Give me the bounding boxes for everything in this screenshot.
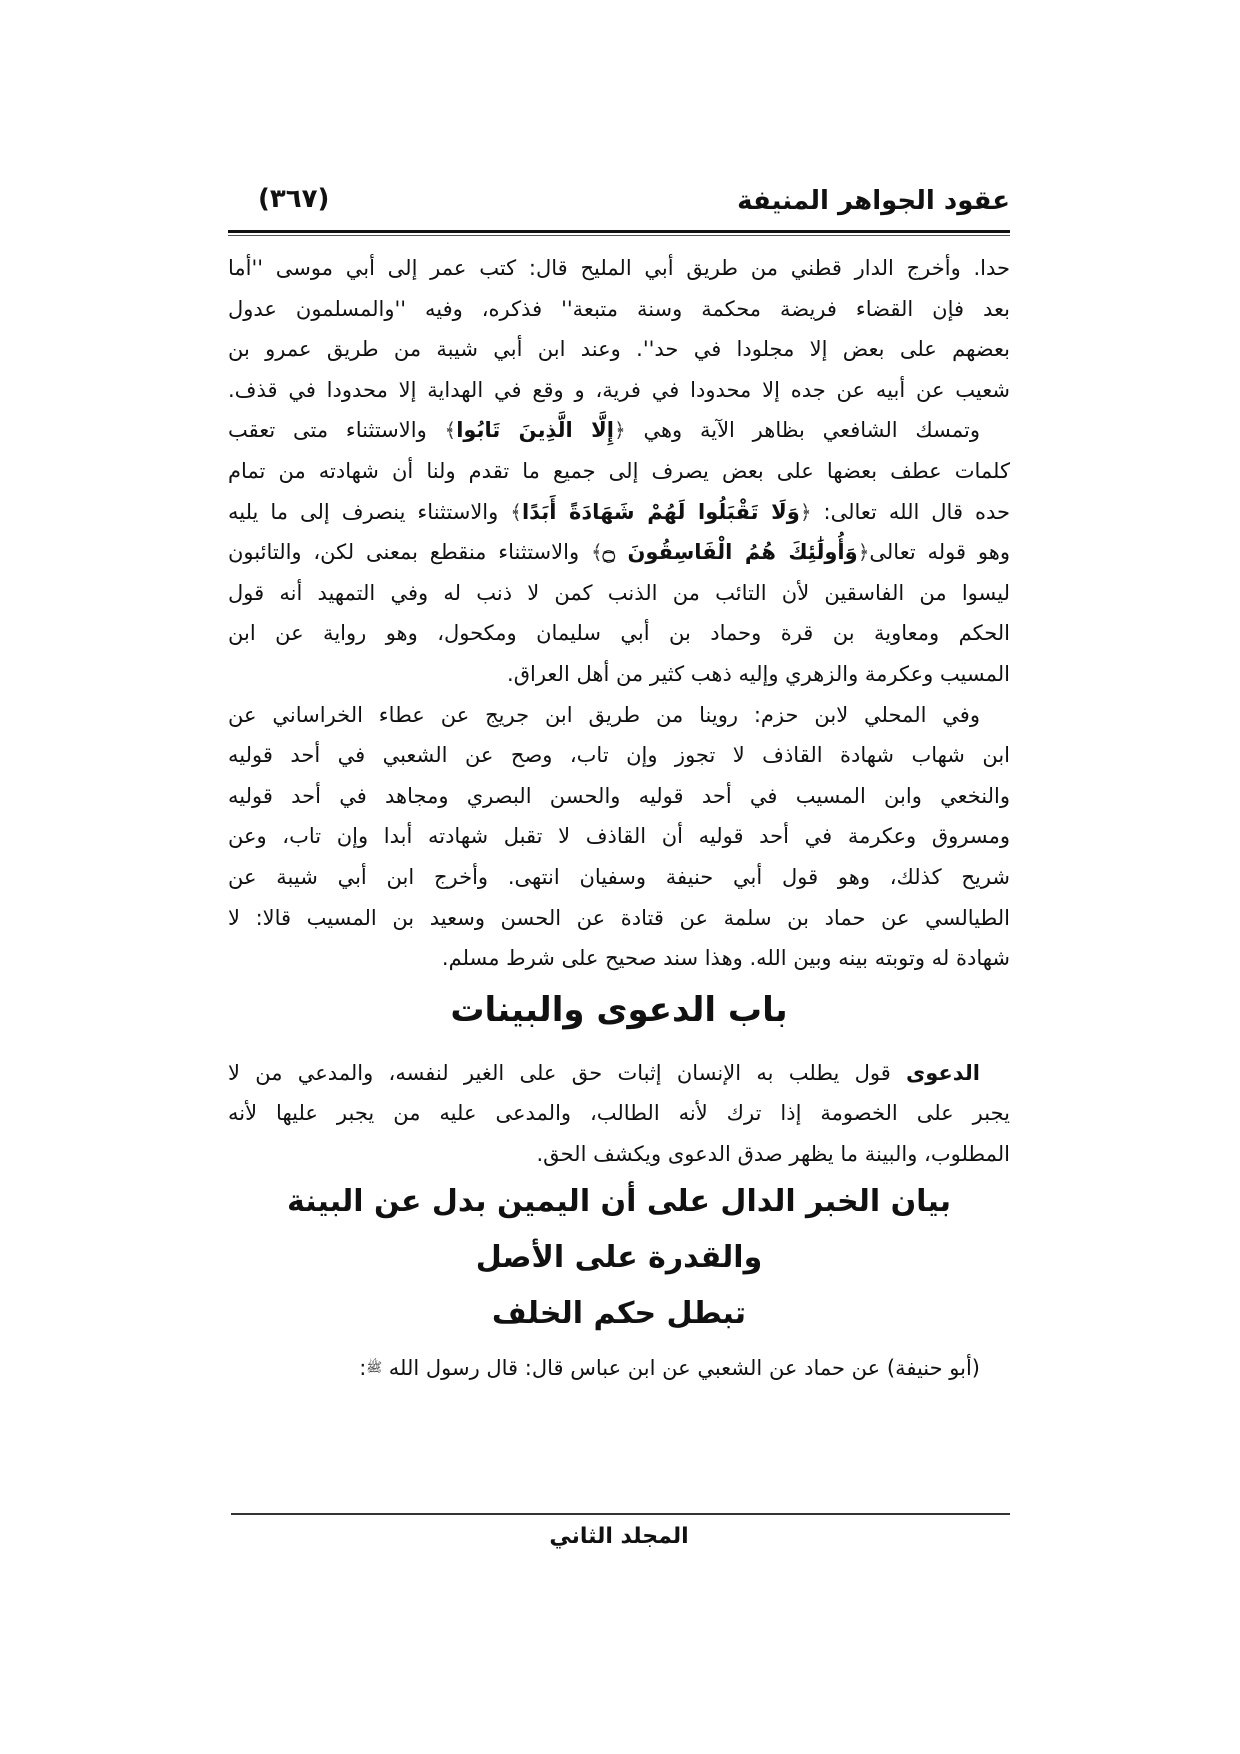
text-line: شريح كذلك، وهو قول أبي حنيفة وسفيان انتهى. وأخرج ابن أبي شيبة عن bbox=[228, 864, 1010, 889]
text-line: وفي المحلي لابن حزم: روينا من طريق ابن جريج عن عطاء الخراساني عن bbox=[228, 702, 980, 727]
text-segment: والاستثناء متى تعقب bbox=[228, 418, 427, 443]
colon: : bbox=[359, 1356, 367, 1381]
text-line: ابن شهاب شهادة القاذف لا تجوز وإن تاب، وصح عن الشعبي في أحد قوليه bbox=[228, 743, 1010, 768]
running-header bbox=[228, 186, 1010, 226]
book-page bbox=[228, 0, 1010, 1754]
text-line: شعيب عن أبيه عن جده إلا محدودا في فرية، و وقع في الهداية إلا محدودا في قذف. bbox=[228, 377, 1010, 402]
text-segment: حده قال الله تعالى: bbox=[823, 499, 1010, 524]
footer-rule bbox=[231, 1513, 1010, 1515]
text-line: المسيب وعكرمة والزهري وإليه ذهب كثير من أهل العراق. bbox=[507, 661, 1010, 686]
text-line: شهادة له وتوبته بينه وبين الله. وهذا سند صحيح على شرط مسلم. bbox=[441, 946, 1010, 971]
text-line bbox=[228, 532, 1010, 573]
quran-bracket-close-icon: ﴾ bbox=[444, 418, 457, 443]
paragraph-1 bbox=[228, 248, 1010, 410]
text-segment: والاستثناء ينصرف إلى ما يليه bbox=[228, 499, 499, 524]
definition-paragraph bbox=[228, 1053, 1010, 1175]
chapter-title: باب الدعوى والبينات bbox=[450, 989, 788, 1030]
text-line: يجبر على الخصومة إذا ترك لأنه الطالب، والمدعى عليه من يجبر عليها لأنه bbox=[228, 1101, 1010, 1126]
quran-verse: وَلَا تَقْبَلُوا لَهُمْ شَهَادَةً أَبَدًا bbox=[521, 499, 800, 524]
quran-bracket-close-icon: ﴾ bbox=[590, 540, 603, 565]
page-body bbox=[228, 248, 1010, 1390]
text-segment: والاستثناء منقطع بمعنى لكن، والتائبون bbox=[228, 540, 580, 565]
text-line bbox=[228, 492, 1010, 533]
quran-verse: إِلَّا الَّذِينَ تَابُوا bbox=[456, 418, 614, 443]
section-title bbox=[228, 1174, 1010, 1342]
quran-bracket-open-icon: ﴿ bbox=[799, 499, 812, 524]
text-line: بعد فإن القضاء فريضة محكمة وسنة متبعة'' فذكره، وفيه ''والمسلمون عدول bbox=[228, 296, 1010, 321]
text-segment: وهو قوله تعالى bbox=[869, 540, 1010, 565]
text-segment: وتمسك الشافعي بظاهر الآية وهي bbox=[643, 418, 980, 443]
header-rule bbox=[228, 230, 1010, 233]
text-line: والنخعي وابن المسيب في أحد قوليه والحسن البصري ومجاهد في أحد قوليه bbox=[228, 783, 1010, 808]
text-line: ومسروق وعكرمة في أحد قوليه أن القاذف لا تقبل شهادته أبدا وإن تاب، وعن bbox=[228, 824, 1010, 849]
text-line bbox=[228, 1348, 1010, 1389]
text-line: كلمات عطف بعضها على بعض يصرف إلى جميع ما تقدم ولنا أن شهادته من تمام bbox=[228, 458, 1010, 483]
quran-verse: وَأُولَٰئِكَ هُمُ الْفَاسِقُونَ ۝ bbox=[602, 540, 858, 565]
text-line: بعضهم على بعض إلا مجلودا في حد''. وعند ابن أبي شيبة من طريق عمرو بن bbox=[228, 337, 1010, 362]
section-title-line: تبطل حكم الخلف bbox=[491, 1296, 747, 1332]
paragraph-3 bbox=[228, 695, 1010, 979]
text-line: الطيالسي عن حماد بن سلمة عن قتادة عن الحسن وسعيد بن المسيب قالا: لا bbox=[228, 905, 1010, 930]
book-title: عقود الجواهر المنيفة bbox=[737, 186, 1010, 216]
text-line: الحكم ومعاوية بن قرة وحماد بن أبي سليمان ومكحول، وهو رواية عن ابن bbox=[228, 621, 1010, 646]
quran-bracket-open-icon: ﴿ bbox=[857, 540, 870, 565]
salutation-icon: ﷺ bbox=[366, 1361, 383, 1377]
text-line: حدا. وأخرج الدار قطني من طريق أبي المليح قال: كتب عمر إلى أبي موسى ''أما bbox=[228, 256, 1010, 280]
text-line bbox=[228, 410, 1010, 451]
hadith-intro bbox=[228, 1348, 1010, 1389]
text-segment: قول يطلب به الإنسان إثبات حق على الغير لنفسه، والمدعي من لا bbox=[228, 1060, 891, 1085]
hadith-chain: (أبو حنيفة) عن حماد عن الشعبي عن ابن عباس قال: قال رسول الله bbox=[388, 1356, 980, 1381]
section-title-line: بيان الخبر الدال على أن اليمين بدل عن البينة والقدرة على الأصل bbox=[287, 1184, 951, 1276]
volume-label: المجلد الثاني bbox=[549, 1524, 689, 1549]
text-line bbox=[228, 1053, 1010, 1094]
text-line: المطلوب، والبينة ما يظهر صدق الدعوى ويكشف الحق. bbox=[536, 1141, 1010, 1166]
defined-term: الدعوى bbox=[906, 1060, 980, 1085]
text-line: ليسوا من الفاسقين لأن التائب من الذنب كمن لا ذنب له وفي التمهيد أنه قول bbox=[228, 580, 1010, 605]
quran-bracket-close-icon: ﴾ bbox=[510, 499, 522, 524]
page-number: (٣٦٧) bbox=[258, 184, 330, 214]
header-rule-thin bbox=[228, 235, 1010, 236]
paragraph-2 bbox=[228, 410, 1010, 694]
quran-bracket-open-icon: ﴿ bbox=[613, 418, 626, 443]
